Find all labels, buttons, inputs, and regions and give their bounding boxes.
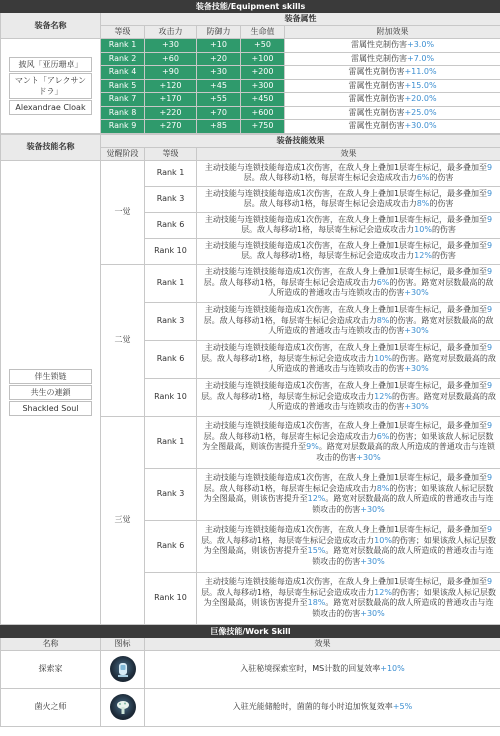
- rank-label: Rank 2: [101, 52, 145, 66]
- effect-text: 的伤害。路宽对层数: [389, 315, 462, 325]
- skill-row: [1, 160, 500, 186]
- skill-table: [0, 134, 500, 625]
- rank-label: Rank 8: [101, 106, 145, 120]
- effect-text: 至: [479, 473, 488, 482]
- effect-text: 层。敌人每移动1格，每层寄生标记会造成攻击力: [203, 483, 377, 493]
- effect-value: +30.0%: [404, 121, 437, 131]
- effect-number: 8%: [376, 315, 390, 325]
- atk-value: +120: [145, 79, 197, 93]
- effect-text: 层。敌人每移动1格，每层寄生标记会造成攻击力: [203, 431, 377, 441]
- def-value: +20: [197, 52, 241, 66]
- effect-text: 至: [479, 214, 488, 224]
- equipment-name: 披风「亚历珊卓」: [9, 57, 92, 72]
- effect-number: 10%: [414, 225, 432, 234]
- skill-name: 伴生锁链: [9, 369, 92, 384]
- effect-text: 雷属性克制伤害: [348, 67, 405, 77]
- effect-number: +30%: [360, 504, 385, 514]
- effect-number: 10%: [374, 535, 392, 545]
- effect-number: 9: [487, 577, 493, 586]
- effect-text: 最高的敌人所造成的普通攻击与连锁攻击的伤害: [268, 391, 496, 412]
- effect-number: 9: [487, 381, 493, 391]
- skill-name: Shackled Soul: [9, 401, 92, 416]
- atk-value: +220: [145, 106, 197, 120]
- def-value: +10: [197, 39, 241, 53]
- effect-text: 主动技能与连锁技能每造成1次伤害，在敌人身上叠加1层寄生标记，最多叠加: [204, 577, 480, 586]
- effect-text: 层。敌人每移动1格，每层寄生标记会造成攻击力: [201, 391, 375, 401]
- effect-cell: [285, 79, 500, 93]
- atk-value: +60: [145, 52, 197, 66]
- effect-text: 主动技能与连锁技能每造成1次伤害，在敌人身上叠加1层寄生标记，最多叠加: [204, 343, 480, 353]
- equipment-name: マント「アレクサンドラ」: [9, 73, 92, 99]
- work-effect-text: 入驻秘境探索室时，MS计数的回复效率: [240, 664, 381, 673]
- effect-text: 。路宽对层数最高的敌人所造成的: [325, 546, 446, 555]
- skill-rank: Rank 1: [145, 416, 197, 468]
- hp-value: +200: [241, 66, 285, 80]
- effect-value: +11.0%: [404, 67, 437, 77]
- effect-text: 最高的敌人所造成的普通攻击与连锁攻击的伤害: [268, 353, 496, 374]
- skill-rank: Rank 6: [145, 212, 197, 238]
- effect-cell: [285, 93, 500, 107]
- effect-text: 至: [479, 343, 488, 353]
- skill-rank: Rank 10: [145, 378, 197, 416]
- effect-text: 的伤害；如果该敌人标: [389, 431, 470, 441]
- effect-text: 主动技能与连锁技能每造成1次伤害，在敌人身上叠加1层寄生标记，最多叠加: [204, 305, 480, 315]
- equipment-name-cell: [1, 39, 101, 134]
- effect-number: +30%: [404, 364, 429, 374]
- effect-number: 12%: [374, 587, 392, 597]
- effect-text: 最高的敌人所造成的普通攻击与连锁攻击的伤害: [268, 277, 494, 298]
- equipment-table: [0, 0, 500, 134]
- skill-effect: [197, 186, 500, 212]
- effect-number: 8%: [416, 199, 430, 208]
- effect-text: 的伤害。路宽对层数: [391, 391, 464, 401]
- work-row: [1, 688, 500, 726]
- effect-number: 9: [487, 421, 493, 430]
- skill-rank: Rank 3: [145, 468, 197, 520]
- effect-text: 的伤害；如果该敌人标: [391, 535, 472, 545]
- effect-text: 记层数为全图最高，则该伤害提升至: [203, 483, 494, 503]
- effect-text: 至: [479, 381, 488, 391]
- col-stage: 觉醒阶段: [101, 147, 145, 160]
- explorer-icon: [110, 656, 136, 682]
- effect-number: 15%: [307, 546, 326, 555]
- rank-label: Rank 9: [101, 120, 145, 134]
- skill-effect: [197, 264, 500, 302]
- effect-cell: [285, 120, 500, 134]
- hp-value: +450: [241, 93, 285, 107]
- stage-label: 二觉: [101, 264, 145, 416]
- effect-cell: [285, 39, 500, 53]
- effect-text: 至: [479, 421, 488, 430]
- effect-text: 主动技能与连锁技能每造成1次伤害，在敌人身上叠加1层寄生标记，最多叠加: [204, 381, 480, 391]
- effect-text: 雷属性克制伤害: [348, 107, 405, 117]
- effect-text: 记层数为全图最高，则该伤害提升至: [203, 535, 496, 555]
- equipment-row: [1, 39, 500, 53]
- rank-label: Rank 5: [101, 79, 145, 93]
- effect-text: 的伤害: [431, 225, 456, 234]
- effect-text: 至: [479, 240, 488, 250]
- effect-text: 记层数为全图最高，则该伤害提升至: [202, 431, 494, 451]
- def-value: +70: [197, 106, 241, 120]
- effect-text: 雷属性克制伤害: [348, 94, 405, 104]
- atk-value: +270: [145, 120, 197, 134]
- effect-text: 主动技能与连锁技能每造成1次伤害，在敌人身上叠加1层寄生标记，最多叠加: [204, 214, 480, 224]
- col-effect: 附加效果: [285, 26, 500, 39]
- effect-text: 普通攻击与连锁攻击的伤害: [316, 442, 495, 462]
- effect-number: 6%: [376, 431, 390, 441]
- skill-rank: Rank 10: [145, 572, 197, 624]
- skill-rank: Rank 3: [145, 186, 197, 212]
- skill-effect: [197, 340, 500, 378]
- skill-effect: [197, 416, 500, 468]
- stage-label: 三觉: [101, 416, 145, 624]
- skill-effect: [197, 160, 500, 186]
- effect-value: +25.0%: [404, 107, 437, 117]
- effect-value: +7.0%: [407, 53, 435, 63]
- skill-effect: [197, 572, 500, 624]
- def-value: +85: [197, 120, 241, 134]
- skill-rank: Rank 6: [145, 340, 197, 378]
- work-effect-value: +5%: [392, 702, 413, 711]
- effect-number: +30%: [404, 402, 429, 412]
- effect-text: 层。敌人每移动1格，每层寄生标记会造成攻击力: [203, 315, 377, 325]
- effect-number: 9: [487, 525, 493, 534]
- effect-number: 9: [487, 473, 493, 482]
- def-value: +30: [197, 66, 241, 80]
- skill-rank: Rank 1: [145, 160, 197, 186]
- effect-text: 雷属性克制伤害: [351, 53, 408, 63]
- rank-label: Rank 4: [101, 66, 145, 80]
- col-rank: 等级: [101, 26, 145, 39]
- effect-cell: [285, 52, 500, 66]
- effect-number: 10%: [374, 353, 392, 363]
- effect-number: 6%: [416, 173, 430, 182]
- effect-cell: [285, 106, 500, 120]
- skill-rank: Rank 3: [145, 302, 197, 340]
- effect-text: 。路宽对层数最高的敌人所造成的: [318, 442, 439, 451]
- effect-number: +30%: [356, 452, 381, 462]
- equipment-attr-header: 装备属性: [101, 13, 500, 26]
- effect-text: 层。敌人每移动1格，每层寄生标记会造成攻击力: [201, 535, 375, 545]
- effect-value: +15.0%: [404, 80, 437, 90]
- effect-number: +30%: [360, 556, 385, 566]
- rank-label: Rank 7: [101, 93, 145, 107]
- effect-text: 主动技能与连锁技能每造成1次伤害，在敌人身上叠加1层寄生标记，最多叠加: [204, 162, 480, 172]
- effect-text: 层。敌人每移动1格，每层寄生标记会造成攻击力: [203, 277, 377, 287]
- effect-text: 层。敌人每移动1格，每层寄生标记会造成攻击力: [241, 225, 415, 234]
- effect-number: 12%: [414, 251, 432, 260]
- effect-text: 层。敌人每移动1格，每层寄生标记会造成攻击力: [243, 173, 417, 182]
- skill-effect: [197, 468, 500, 520]
- effect-number: 6%: [376, 277, 390, 287]
- def-value: +45: [197, 79, 241, 93]
- skill-name: 共生の連鎖: [9, 385, 92, 400]
- effect-number: 9: [487, 305, 493, 315]
- col-atk: 攻击力: [145, 26, 197, 39]
- effect-number: 9: [487, 267, 493, 277]
- effect-number: 18%: [307, 598, 326, 607]
- effect-cell: [285, 66, 500, 80]
- effect-number: 9: [487, 343, 493, 353]
- col-hp: 生命值: [241, 26, 285, 39]
- effect-text: 的伤害: [429, 199, 454, 208]
- effect-text: 普通攻击与连锁攻击的伤害: [312, 494, 494, 514]
- skill-effect: [197, 378, 500, 416]
- work-banner: 巨像技能/Work Skill: [1, 625, 500, 637]
- effect-number: +30%: [404, 326, 429, 336]
- effect-text: 主动技能与连锁技能每造成1次伤害，在敌人身上叠加1层寄生标记，最多叠加: [204, 421, 480, 430]
- effect-text: 记层数为全图最高，则该伤害提升至: [203, 587, 496, 607]
- effect-text: 。路宽对层数最高的敌人所造成的: [325, 598, 446, 607]
- skill-rank: Rank 1: [145, 264, 197, 302]
- skill-rank: Rank 10: [145, 238, 197, 264]
- effect-number: 9: [487, 188, 493, 198]
- effect-text: 层。敌人每移动1格，每层寄生标记会造成攻击力: [243, 199, 417, 208]
- effect-text: 最高的敌人所造成的普通攻击与连锁攻击的伤害: [268, 315, 494, 336]
- skill-effect: [197, 212, 500, 238]
- skill-rank: Rank 6: [145, 520, 197, 572]
- hp-value: +100: [241, 52, 285, 66]
- atk-value: +170: [145, 93, 197, 107]
- effect-text: 的伤害；如果该敌人标: [389, 483, 470, 493]
- atk-value: +90: [145, 66, 197, 80]
- effect-number: 9%: [306, 442, 319, 451]
- effect-number: 12%: [374, 391, 392, 401]
- effect-text: 雷属性克制伤害: [348, 80, 405, 90]
- hp-value: +600: [241, 106, 285, 120]
- col-skill-rank: 等级: [145, 147, 197, 160]
- effect-number: 9: [487, 162, 493, 172]
- effect-value: +3.0%: [407, 40, 435, 50]
- effect-number: 9: [487, 214, 493, 224]
- work-effect-text: 入驻光能储舱时，菌菌的每小时追加恢复效率: [232, 702, 393, 711]
- effect-number: 8%: [376, 483, 390, 493]
- effect-text: 至: [479, 267, 488, 277]
- skill-effect: [197, 520, 500, 572]
- def-value: +55: [197, 93, 241, 107]
- effect-text: 普通攻击与连锁攻击的伤害: [312, 598, 494, 618]
- col-skill-effect: 效果: [197, 147, 500, 160]
- work-name: 探索家: [1, 650, 101, 688]
- skill-effect: [197, 302, 500, 340]
- effect-value: +20.0%: [404, 94, 437, 104]
- effect-text: 主动技能与连锁技能每造成1次伤害，在敌人身上叠加1层寄生标记，最多叠加: [204, 188, 480, 198]
- effect-text: 主动技能与连锁技能每造成1次伤害，在敌人身上叠加1层寄生标记，最多叠加: [204, 240, 480, 250]
- effect-text: 至: [479, 577, 488, 586]
- effect-text: 至: [479, 162, 488, 172]
- effect-text: 的伤害: [429, 173, 454, 182]
- effect-text: 主动技能与连锁技能每造成1次伤害，在敌人身上叠加1层寄生标记，最多叠加: [204, 267, 480, 277]
- hp-value: +300: [241, 79, 285, 93]
- hp-value: +750: [241, 120, 285, 134]
- stage-label: 一觉: [101, 160, 145, 264]
- fungus-fire-icon: [110, 694, 136, 720]
- effect-text: 至: [479, 525, 488, 534]
- equipment-name: Alexandrae Cloak: [9, 100, 92, 115]
- effect-text: 的伤害。路宽对层数: [391, 353, 464, 363]
- equipment-banner: 装备技能/Equipment skills: [1, 1, 500, 13]
- effect-number: 12%: [307, 494, 326, 503]
- effect-text: 层。敌人每移动1格，每层寄生标记会造成攻击力: [201, 587, 375, 597]
- work-name: 菌火之师: [1, 688, 101, 726]
- work-effect-value: +10%: [380, 664, 405, 673]
- effect-text: 。路宽对层数最高的敌人所造成的: [325, 494, 446, 503]
- equipment-name-header: 装备名称: [1, 13, 101, 39]
- effect-text: 的伤害；如果该敌人标: [391, 587, 472, 597]
- hp-value: +50: [241, 39, 285, 53]
- work-col-icon: 图标: [101, 637, 145, 650]
- effect-text: 层。敌人每移动1格，每层寄生标记会造成攻击力: [241, 251, 415, 260]
- effect-text: 主动技能与连锁技能每造成1次伤害，在敌人身上叠加1层寄生标记，最多叠加: [204, 473, 480, 482]
- effect-number: 9: [487, 240, 493, 250]
- atk-value: +30: [145, 39, 197, 53]
- effect-text: 主动技能与连锁技能每造成1次伤害，在敌人身上叠加1层寄生标记，最多叠加: [204, 525, 480, 534]
- skill-effect-header: 装备技能效果: [101, 134, 500, 147]
- skill-name-header: 装备技能名称: [1, 134, 101, 160]
- work-row: [1, 650, 500, 688]
- effect-text: 雷属性克制伤害: [351, 40, 408, 50]
- effect-number: +30%: [360, 608, 385, 618]
- skill-name-cell: [1, 160, 101, 624]
- effect-text: 的伤害。路宽对层数: [389, 277, 462, 287]
- effect-text: 至: [479, 188, 488, 198]
- effect-number: +30%: [404, 288, 429, 298]
- effect-text: 雷属性克制伤害: [348, 121, 405, 131]
- effect-text: 普通攻击与连锁攻击的伤害: [312, 546, 494, 566]
- work-col-name: 名称: [1, 637, 101, 650]
- skill-effect: [197, 238, 500, 264]
- col-def: 防御力: [197, 26, 241, 39]
- rank-label: Rank 1: [101, 39, 145, 53]
- work-table: [0, 625, 500, 727]
- effect-text: 的伤害: [431, 251, 456, 260]
- work-col-effect: 效果: [145, 637, 500, 650]
- effect-text: 层。敌人每移动1格，每层寄生标记会造成攻击力: [201, 353, 375, 363]
- effect-text: 至: [479, 305, 488, 315]
